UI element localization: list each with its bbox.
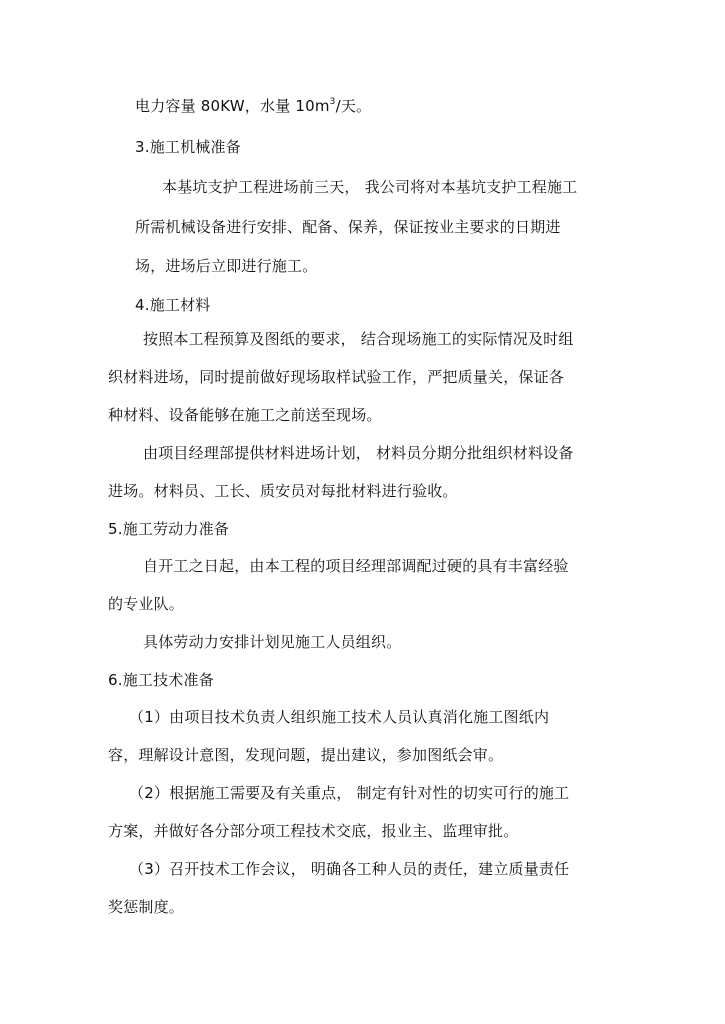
paragraph-line: 所需机械设备进行安排、配备、保养，保证按业主要求的日期进 <box>135 218 561 236</box>
paragraph-line: 方案，并做好各分部分项工程技术交底，报业主、监理审批。 <box>108 822 519 840</box>
paragraph-line: 种材料、设备能够在施工之前送至现场。 <box>108 406 382 424</box>
cubic-superscript: 3 <box>329 97 336 107</box>
paragraph-line: 进场。材料员、工长、质安员对每批材料进行验收。 <box>108 482 458 500</box>
paragraph-line: 由项目经理部提供材料进场计划， 材料员分期分批组织材料设备 <box>143 444 574 462</box>
paragraph-line: 具体劳动力安排计划见施工人员组织。 <box>143 633 402 651</box>
paragraph-line: （2）根据施工需要及有关重点， 制定有针对性的切实可行的施工 <box>129 784 570 802</box>
heading-labor: 5.施工劳动力准备 <box>108 520 230 538</box>
paragraph-line: 场，进场后立即进行施工。 <box>135 257 318 275</box>
paragraph-line: （1）由项目技术负责人组织施工技术人员认真消化施工图纸内 <box>129 708 550 726</box>
heading-machinery: 3.施工机械准备 <box>135 138 241 156</box>
heading-materials: 4.施工材料 <box>135 296 211 314</box>
paragraph-line: 容，理解设计意图，发现问题，提出建议，参加图纸会审。 <box>108 746 504 764</box>
paragraph-line: 的专业队。 <box>108 595 185 613</box>
power-water-text: 电力容量 80KW，水量 10m <box>135 97 330 115</box>
paragraph-line: 按照本工程预算及图纸的要求， 结合现场施工的实际情况及时组 <box>143 330 574 348</box>
power-water-line <box>135 96 371 116</box>
paragraph-line: 奖惩制度。 <box>108 898 185 916</box>
paragraph-line: 织材料进场，同时提前做好现场取样试验工作，严把质量关，保证各 <box>108 368 565 386</box>
paragraph-line: 自开工之日起，由本工程的项目经理部调配过硬的具有丰富经验 <box>143 557 569 575</box>
heading-technical: 6.施工技术准备 <box>108 671 214 689</box>
paragraph-line: 本基坑支护工程进场前三天， 我公司将对本基坑支护工程施工 <box>162 178 578 196</box>
per-day-text: /天。 <box>335 97 372 115</box>
paragraph-line: （3）召开技术工作会议， 明确各工种人员的责任，建立质量责任 <box>129 860 570 878</box>
